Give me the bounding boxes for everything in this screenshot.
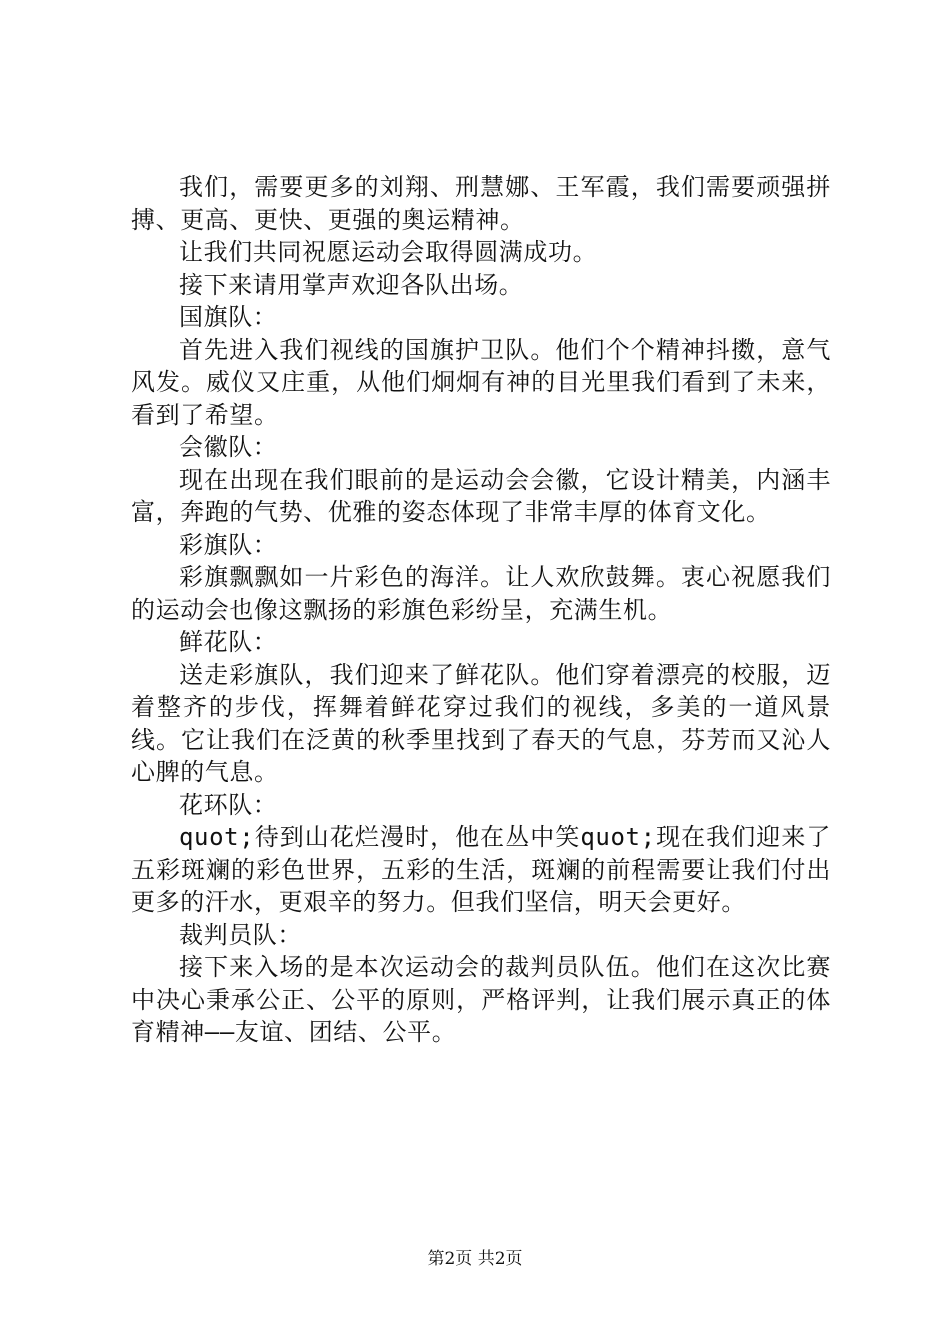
section-heading: 彩旗队： bbox=[179, 530, 278, 559]
section-heading: 国旗队： bbox=[179, 303, 278, 331]
paragraph: 接下来请用掌声欢迎各队出场。 bbox=[179, 270, 524, 299]
paragraph: 彩旗飘飘如一片彩色的海洋。让人欢欣鼓舞。衷心祝愿我们的运动会也像这飘扬的彩旗色彩纷呈，充满生机。 bbox=[131, 563, 831, 624]
section-heading: 花环队： bbox=[179, 790, 278, 819]
section-heading: 裁判员队： bbox=[179, 920, 302, 949]
section-heading: 鲜花队： bbox=[179, 628, 278, 656]
paragraph: 接下来入场的是本次运动会的裁判员队伍。他们在这次比赛中决心秉承公正、公平的原则，严格评判，让我们展示真正的体育精神——友谊、团结、公平。 bbox=[131, 953, 831, 1046]
document-body bbox=[131, 171, 831, 1049]
page-number-footer: 第2页 共2页 bbox=[427, 1249, 523, 1269]
paragraph: 送走彩旗队，我们迎来了鲜花队。他们穿着漂亮的校服，迈着整齐的步伐，挥舞着鲜花穿过我们的视线，多美的一道风景线。它让我们在泛黄的秋季里找到了春天的气息，芬芳而又沁人心脾的气息。 bbox=[131, 660, 831, 786]
paragraph: 现在出现在我们眼前的是运动会会徽，它设计精美，内涵丰富，奔跑的气势、优雅的姿态体现了非常丰厚的体育文化。 bbox=[131, 465, 831, 526]
paragraph: 首先进入我们视线的国旗护卫队。他们个个精神抖擞，意气风发。威仪又庄重，从他们炯炯有神的目光里我们看到了未来，看到了希望。 bbox=[131, 335, 831, 429]
paragraph: 我们，需要更多的刘翔、刑慧娜、王军霞，我们需要顽强拼搏、更高、更快、更强的奥运精神。 bbox=[131, 173, 831, 234]
paragraph: 让我们共同祝愿运动会取得圆满成功。 bbox=[179, 238, 598, 266]
section-heading: 会徽队： bbox=[179, 433, 278, 461]
paragraph: quot;待到山花烂漫时，他在丛中笑quot;现在我们迎来了五彩斑斓的彩色世界，五彩的生活，斑斓的前程需要让我们付出更多的汗水，更艰辛的努力。但我们坚信，明天会更好。 bbox=[131, 823, 831, 916]
